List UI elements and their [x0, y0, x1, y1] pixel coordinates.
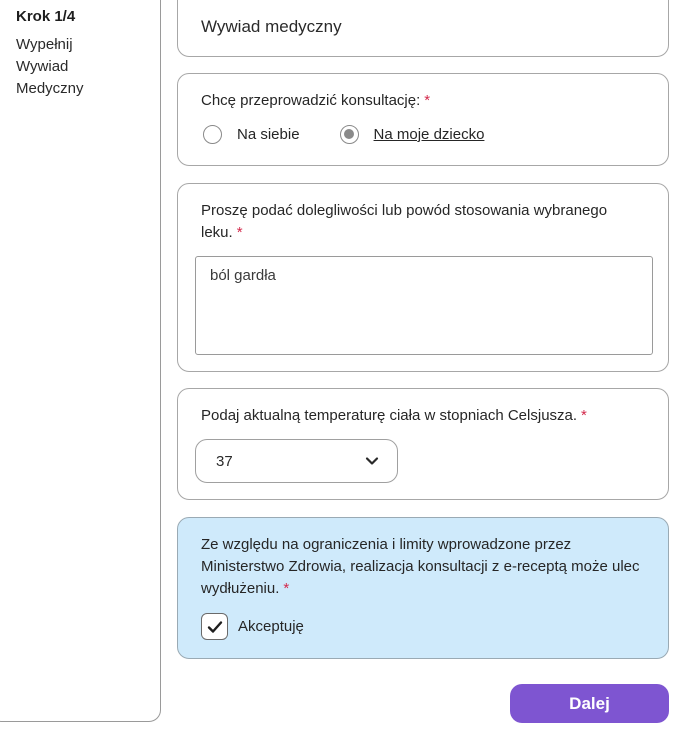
radio-option-self[interactable] — [203, 125, 300, 144]
radio-child[interactable] — [340, 125, 359, 144]
chevron-down-icon — [365, 454, 379, 468]
consultation-for-label: Chcę przeprowadzić konsultację: * — [201, 92, 431, 109]
accept-checkbox-row[interactable] — [201, 613, 304, 640]
page-title: Wywiad medyczny — [201, 17, 342, 36]
required-asterisk: * — [581, 407, 587, 424]
symptoms-card — [177, 183, 669, 372]
temperature-select[interactable] — [195, 439, 398, 483]
notice-card — [177, 517, 669, 659]
temperature-card — [177, 388, 669, 500]
required-asterisk: * — [283, 580, 290, 597]
radio-self[interactable] — [203, 125, 222, 144]
notice-text: Ze względu na ograniczenia i limity wprowadzone przez Ministerstwo Zdrowia, realizacja konsultacji z e-receptą może ulec wydłużeniu. * — [201, 536, 640, 597]
radio-child-label[interactable]: Na moje dziecko — [373, 126, 485, 143]
progress-sidebar — [0, 0, 161, 722]
temperature-label: Podaj aktualną temperaturę ciała w stopniach Celsjusza. * — [201, 407, 587, 424]
step-description: Wypełnij Wywiad Medyczny — [16, 36, 84, 97]
required-asterisk: * — [236, 224, 243, 241]
consultation-for-card — [177, 73, 669, 166]
next-button[interactable]: Dalej — [510, 684, 669, 723]
temperature-value: 37 — [216, 452, 233, 470]
symptoms-textarea[interactable]: ból gardła — [195, 256, 653, 355]
accept-checkbox-label[interactable]: Akceptuję — [238, 618, 304, 635]
step-indicator: Krok 1/4 — [16, 8, 76, 25]
consultation-radio-group — [203, 125, 524, 144]
radio-option-child[interactable] — [340, 125, 485, 144]
accept-checkbox[interactable] — [201, 613, 228, 640]
section-title-card — [177, 0, 669, 57]
symptoms-label: Proszę podać dolegliwości lub powód stosowania wybranego leku. * — [201, 202, 608, 241]
required-asterisk: * — [424, 92, 431, 109]
radio-self-label[interactable]: Na siebie — [237, 126, 300, 143]
checkmark-icon — [207, 620, 223, 634]
